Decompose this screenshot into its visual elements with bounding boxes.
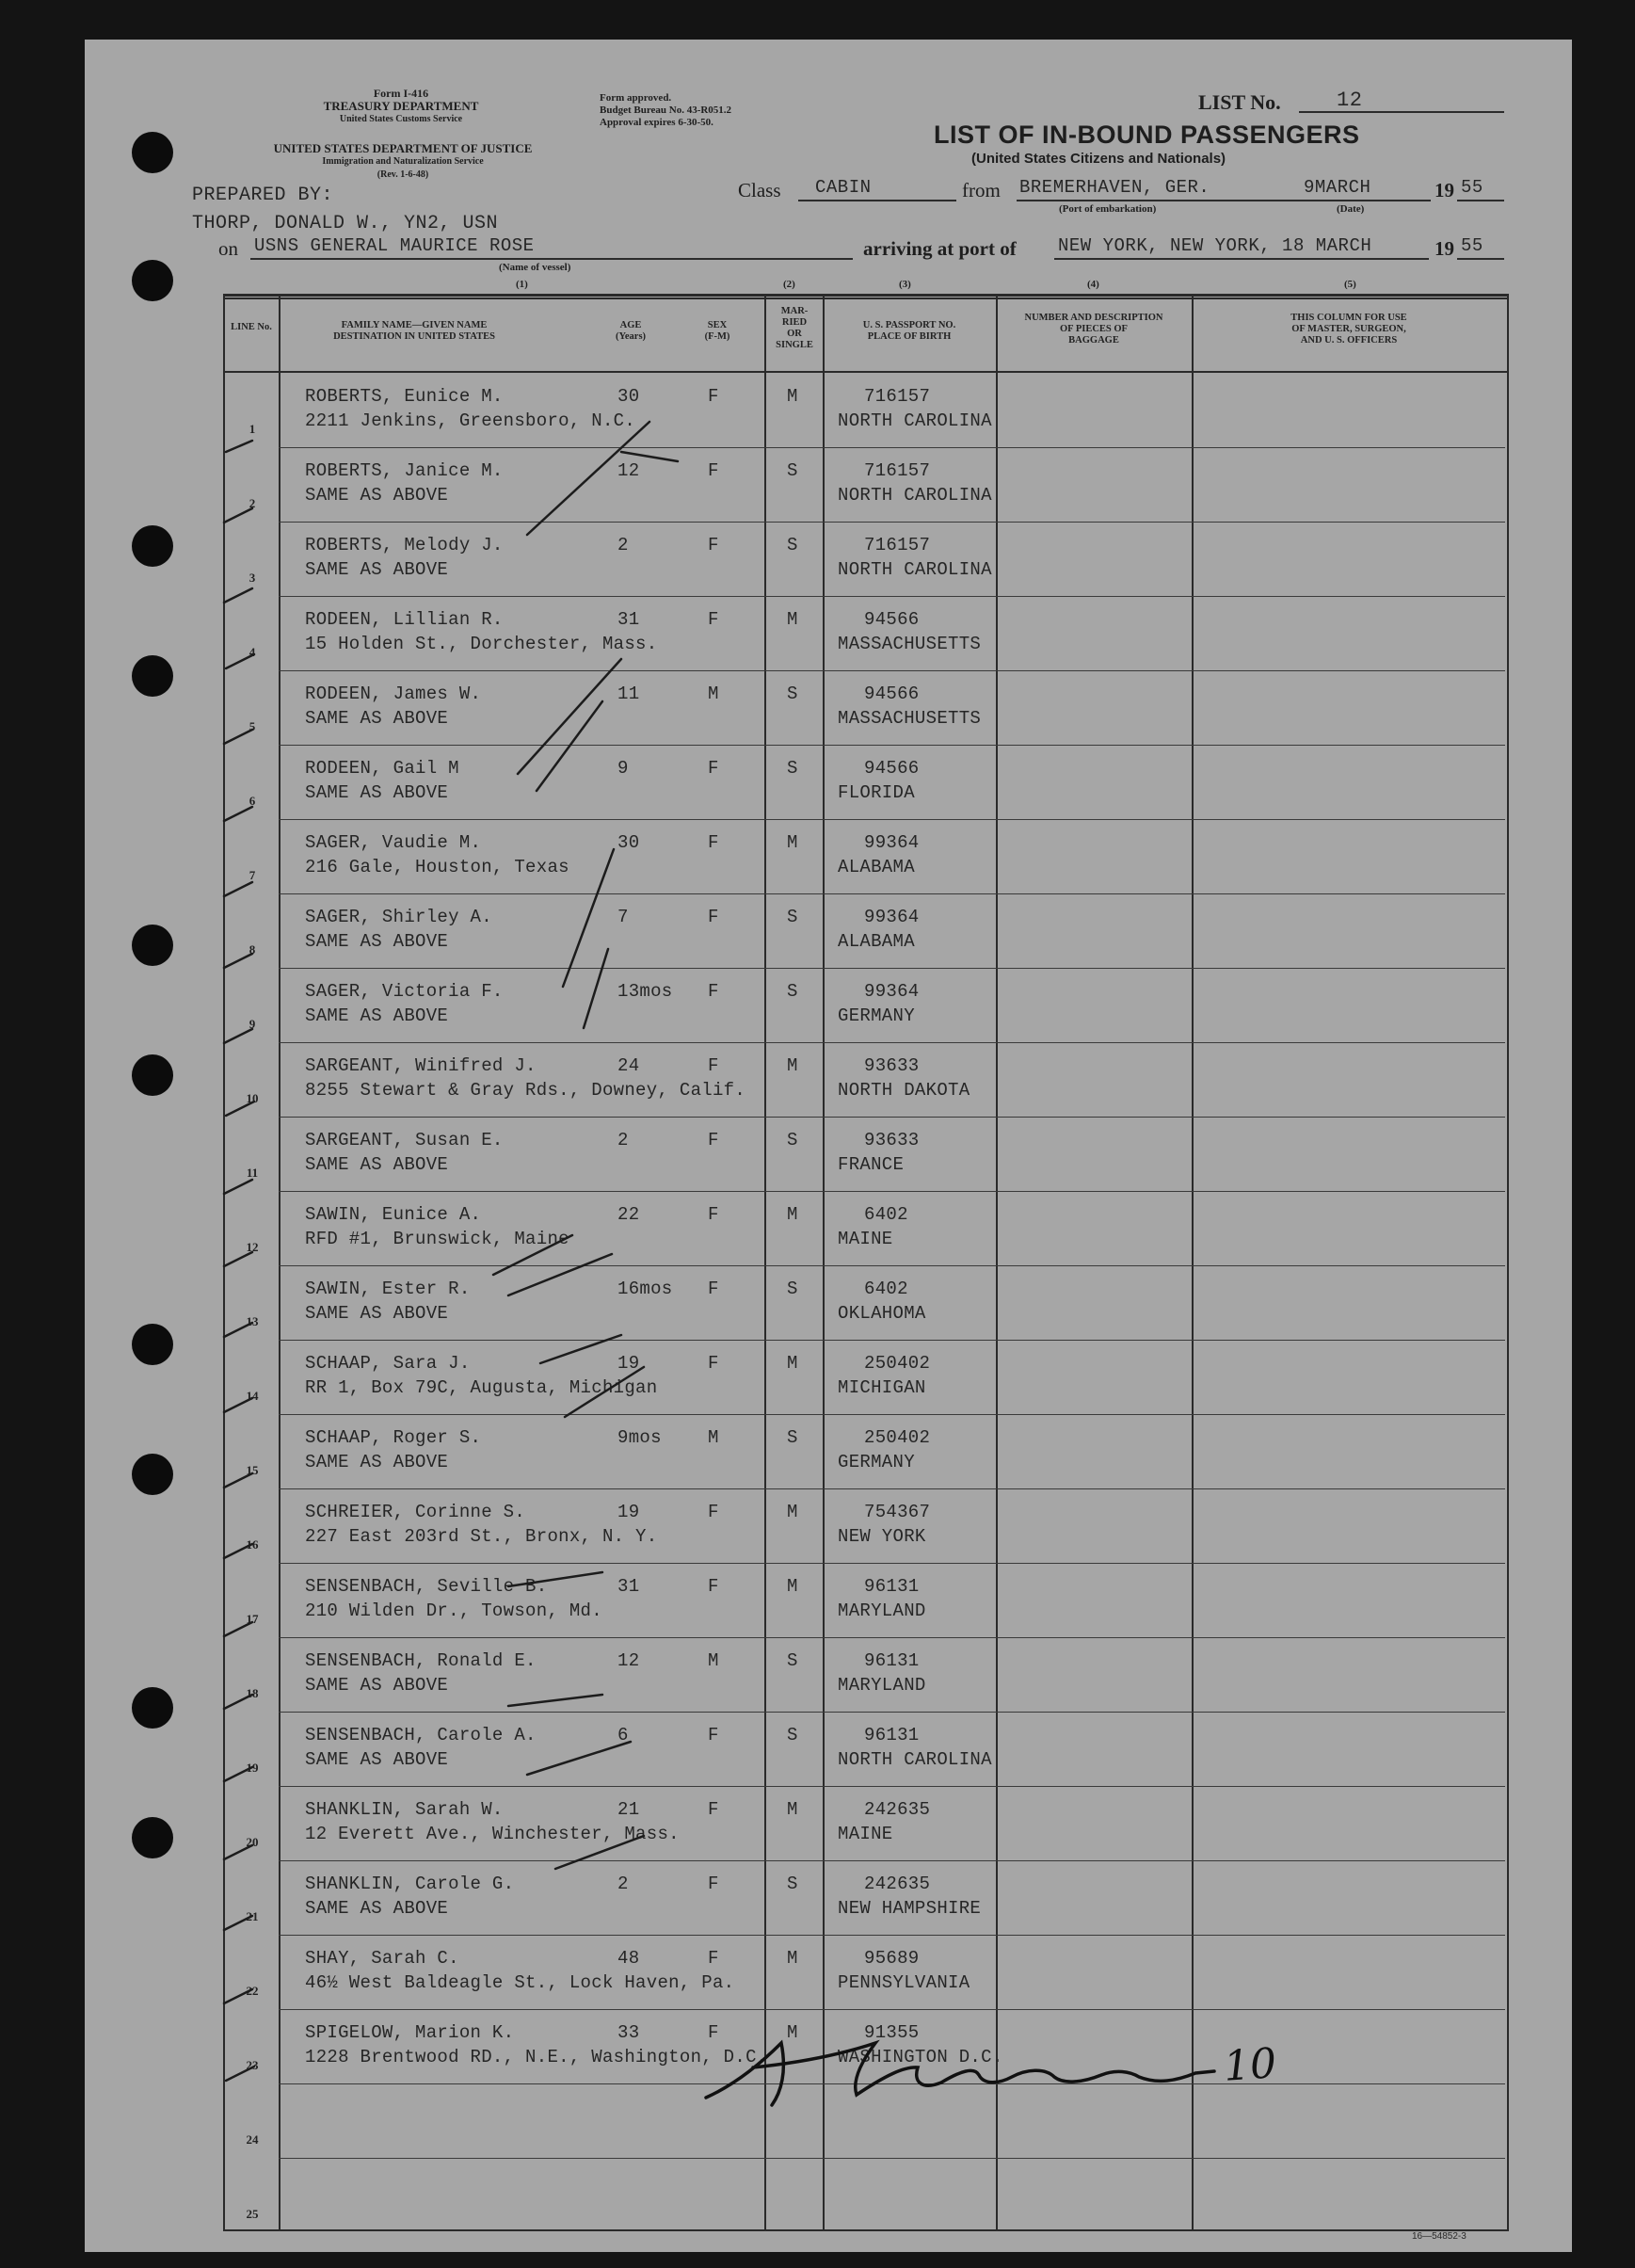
passenger-name: SAGER, Victoria F. bbox=[305, 981, 504, 1002]
checkmark-stroke bbox=[224, 1845, 252, 1859]
line-number: 25 bbox=[246, 2207, 259, 2221]
passenger-age: 11 bbox=[617, 684, 640, 704]
passenger-sex: M bbox=[708, 1427, 719, 1448]
checkmark-stroke bbox=[224, 954, 252, 968]
checkmark-stroke bbox=[226, 1102, 254, 1116]
line-number: 16 bbox=[246, 1537, 259, 1552]
passenger-marital-status: S bbox=[787, 1427, 798, 1448]
from-label: from bbox=[962, 179, 1001, 201]
passenger-marital-status: S bbox=[787, 684, 798, 704]
place-of-birth: MASSACHUSETTS bbox=[838, 634, 982, 654]
passenger-sex: F bbox=[708, 1279, 719, 1299]
passport-number: 6402 bbox=[864, 1279, 908, 1299]
place-of-birth: MARYLAND bbox=[838, 1600, 926, 1621]
on-label: on bbox=[218, 237, 238, 260]
form-number: Form I-416 bbox=[373, 87, 429, 100]
passenger-age: 22 bbox=[617, 1204, 640, 1225]
checkmark-stroke bbox=[224, 1767, 252, 1781]
line-number: 9 bbox=[248, 1017, 256, 1031]
passenger-marital-status: M bbox=[787, 2022, 798, 2043]
line-number: 6 bbox=[248, 794, 256, 808]
passenger-marital-status: S bbox=[787, 1650, 798, 1671]
form-approved: Form approved. bbox=[600, 92, 672, 104]
passenger-sex: F bbox=[708, 1799, 719, 1820]
checkmark-stroke bbox=[508, 1695, 602, 1706]
footer-code: 16—54852-3 bbox=[1412, 2231, 1467, 2242]
checkmark-stroke bbox=[224, 807, 252, 821]
passenger-sex: F bbox=[708, 2022, 719, 2043]
line-number: 10 bbox=[246, 1091, 259, 1105]
passenger-age: 24 bbox=[617, 1055, 640, 1076]
line-number: 15 bbox=[246, 1463, 259, 1477]
passenger-destination: 227 East 203rd St., Bronx, N. Y. bbox=[305, 1526, 658, 1547]
line-number: 1 bbox=[248, 422, 256, 436]
line-number: 3 bbox=[248, 571, 256, 585]
passenger-marital-status: S bbox=[787, 758, 798, 779]
passenger-sex: F bbox=[708, 832, 719, 853]
prepared-by-value: THORP, DONALD W., YN2, USN bbox=[192, 213, 499, 234]
passenger-age: 6 bbox=[617, 1725, 629, 1745]
passport-number: 6402 bbox=[864, 1204, 908, 1225]
checkmark-stroke bbox=[508, 1572, 602, 1586]
passenger-destination: SAME AS ABOVE bbox=[305, 559, 449, 580]
passenger-marital-status: M bbox=[787, 1204, 798, 1225]
passport-number: 250402 bbox=[864, 1427, 931, 1448]
place-of-birth: FLORIDA bbox=[838, 782, 915, 803]
passenger-marital-status: S bbox=[787, 460, 798, 481]
line-number: 24 bbox=[246, 2132, 259, 2147]
line-number: 13 bbox=[246, 1314, 259, 1328]
checkmark-stroke bbox=[224, 1695, 252, 1709]
passenger-age: 30 bbox=[617, 386, 640, 407]
passenger-sex: F bbox=[708, 460, 719, 481]
place-of-birth: NORTH CAROLINA bbox=[838, 1749, 992, 1770]
passenger-name: SHAY, Sarah C. bbox=[305, 1948, 459, 1969]
passenger-sex: F bbox=[708, 1576, 719, 1597]
col-head-passport: U. S. PASSPORT NO. PLACE OF BIRTH bbox=[862, 320, 956, 342]
passenger-sex: F bbox=[708, 1353, 719, 1374]
checkmark-stroke bbox=[224, 882, 252, 896]
col-head-married: MAR- RIED OR SINGLE bbox=[776, 306, 813, 350]
checkmark-stroke bbox=[493, 1235, 572, 1275]
passenger-sex: F bbox=[708, 758, 719, 779]
arriving-label: arriving at port of bbox=[863, 237, 1017, 260]
justice-line: UNITED STATES DEPARTMENT OF JUSTICE bbox=[273, 141, 533, 155]
passenger-age: 31 bbox=[617, 609, 640, 630]
passenger-destination: SAME AS ABOVE bbox=[305, 1452, 449, 1472]
passport-number: 99364 bbox=[864, 832, 920, 853]
passenger-marital-status: S bbox=[787, 1279, 798, 1299]
passenger-name: SAWIN, Eunice A. bbox=[305, 1204, 482, 1225]
passport-number: 93633 bbox=[864, 1055, 920, 1076]
passport-number: 754367 bbox=[864, 1502, 931, 1522]
passenger-age: 16mos bbox=[617, 1279, 673, 1299]
line-number: 2 bbox=[248, 496, 256, 510]
dep-year-prefix: 19 bbox=[1435, 179, 1454, 201]
place-of-birth: MICHIGAN bbox=[838, 1377, 926, 1398]
passenger-marital-status: M bbox=[787, 832, 798, 853]
place-of-birth: MARYLAND bbox=[838, 1675, 926, 1696]
checkmark-stroke bbox=[226, 2067, 254, 2081]
passenger-age: 2 bbox=[617, 1130, 629, 1150]
passport-number: 95689 bbox=[864, 1948, 920, 1969]
passenger-destination: SAME AS ABOVE bbox=[305, 782, 449, 803]
passenger-sex: F bbox=[708, 1204, 719, 1225]
place-of-birth: GERMANY bbox=[838, 1005, 915, 1026]
treasury-line: TREASURY DEPARTMENT bbox=[323, 99, 479, 113]
passenger-name: SAWIN, Ester R. bbox=[305, 1279, 471, 1299]
passenger-marital-status: S bbox=[787, 1874, 798, 1894]
passport-number: 99364 bbox=[864, 907, 920, 927]
checkmark-stroke bbox=[224, 1029, 252, 1043]
passenger-age: 19 bbox=[617, 1353, 640, 1374]
place-of-birth: NORTH CAROLINA bbox=[838, 410, 992, 431]
checkmark-stroke bbox=[224, 1473, 252, 1488]
passport-number: 96131 bbox=[864, 1576, 920, 1597]
line-number: 21 bbox=[246, 1909, 259, 1923]
passenger-name: SCHAAP, Roger S. bbox=[305, 1427, 482, 1448]
checkmark-stroke bbox=[224, 1916, 252, 1930]
passport-number: 716157 bbox=[864, 535, 931, 555]
rev-line: (Rev. 1-6-48) bbox=[377, 169, 429, 180]
passenger-destination: 1228 Brentwood RD., N.E., Washington, D.C. bbox=[305, 2047, 768, 2067]
passenger-sex: F bbox=[708, 1874, 719, 1894]
passenger-name: SPIGELOW, Marion K. bbox=[305, 2022, 515, 2043]
passenger-age: 30 bbox=[617, 832, 640, 853]
passenger-sex: F bbox=[708, 1725, 719, 1745]
place-of-birth: FRANCE bbox=[838, 1154, 905, 1175]
checkmark-stroke bbox=[224, 588, 252, 603]
passenger-marital-status: M bbox=[787, 386, 798, 407]
passenger-marital-status: M bbox=[787, 1799, 798, 1820]
passenger-destination: SAME AS ABOVE bbox=[305, 1303, 449, 1324]
arr-year-prefix: 19 bbox=[1435, 237, 1454, 260]
date-value: 9MARCH bbox=[1304, 177, 1371, 198]
passenger-marital-status: M bbox=[787, 609, 798, 630]
line-number: 8 bbox=[248, 942, 256, 957]
checkmark-stroke bbox=[226, 654, 254, 668]
place-of-birth: ALABAMA bbox=[838, 857, 915, 877]
passenger-destination: 8255 Stewart & Gray Rds., Downey, Calif. bbox=[305, 1080, 746, 1101]
place-of-birth: NORTH DAKOTA bbox=[838, 1080, 970, 1101]
passenger-age: 9mos bbox=[617, 1427, 662, 1448]
passenger-sex: F bbox=[708, 535, 719, 555]
arr-year: 55 bbox=[1461, 235, 1483, 256]
line-number: 19 bbox=[246, 1761, 259, 1775]
passenger-name: SCHREIER, Corinne S. bbox=[305, 1502, 526, 1522]
place-of-birth: NORTH CAROLINA bbox=[838, 559, 992, 580]
passenger-destination: 15 Holden St., Dorchester, Mass. bbox=[305, 634, 658, 654]
passenger-name: ROBERTS, Eunice M. bbox=[305, 386, 504, 407]
passenger-name: SCHAAP, Sara J. bbox=[305, 1353, 471, 1374]
place-of-birth: NEW HAMPSHIRE bbox=[838, 1898, 982, 1919]
passport-number: 94566 bbox=[864, 609, 920, 630]
passenger-marital-status: S bbox=[787, 1725, 798, 1745]
passport-number: 91355 bbox=[864, 2022, 920, 2043]
col-num-2: (2) bbox=[783, 279, 795, 290]
passenger-destination: SAME AS ABOVE bbox=[305, 485, 449, 506]
passenger-name: RODEEN, Lillian R. bbox=[305, 609, 504, 630]
passenger-sex: F bbox=[708, 1055, 719, 1076]
place-of-birth: MAINE bbox=[838, 1824, 893, 1844]
passport-number: 242635 bbox=[864, 1874, 931, 1894]
col-head-name: FAMILY NAME—GIVEN NAME DESTINATION IN UNITED STATES bbox=[333, 320, 495, 342]
date-caption: (Date) bbox=[1337, 203, 1365, 215]
passport-number: 250402 bbox=[864, 1353, 931, 1374]
approval-expires: Approval expires 6-30-50. bbox=[600, 117, 713, 128]
line-number: 5 bbox=[248, 719, 256, 733]
line-number: 17 bbox=[246, 1612, 259, 1626]
passenger-marital-status: M bbox=[787, 1055, 798, 1076]
passenger-name: RODEEN, Gail M bbox=[305, 758, 459, 779]
passenger-name: SENSENBACH, Seville B. bbox=[305, 1576, 548, 1597]
passenger-name: SAGER, Shirley A. bbox=[305, 907, 492, 927]
passenger-age: 9 bbox=[617, 758, 629, 779]
passenger-sex: F bbox=[708, 907, 719, 927]
passenger-name: SAGER, Vaudie M. bbox=[305, 832, 482, 853]
passport-number: 94566 bbox=[864, 684, 920, 704]
passenger-marital-status: S bbox=[787, 1130, 798, 1150]
col-head-sex: SEX (F-M) bbox=[704, 320, 730, 342]
passenger-destination: RFD #1, Brunswick, Maine bbox=[305, 1229, 569, 1249]
passenger-name: SENSENBACH, Ronald E. bbox=[305, 1650, 537, 1671]
passport-number: 716157 bbox=[864, 460, 931, 481]
line-number: 20 bbox=[246, 1835, 259, 1849]
place-of-birth: NORTH CAROLINA bbox=[838, 485, 992, 506]
page-subtitle: (United States Citizens and Nationals) bbox=[971, 151, 1226, 167]
list-no-label: LIST No. bbox=[1198, 90, 1281, 114]
passenger-age: 21 bbox=[617, 1799, 640, 1820]
passenger-destination: RR 1, Box 79C, Augusta, Michigan bbox=[305, 1377, 658, 1398]
passenger-age: 12 bbox=[617, 460, 640, 481]
passport-number: 96131 bbox=[864, 1725, 920, 1745]
col-head-age: AGE (Years) bbox=[615, 320, 647, 342]
col-head-line: LINE No. bbox=[231, 322, 272, 332]
checkmark-stroke bbox=[224, 1180, 252, 1194]
port-caption: (Port of embarkation) bbox=[1059, 203, 1157, 215]
col-num-5: (5) bbox=[1344, 279, 1356, 290]
passenger-marital-status: S bbox=[787, 981, 798, 1002]
class-label: Class bbox=[738, 179, 781, 201]
checkmark-stroke bbox=[621, 452, 678, 461]
passenger-destination: SAME AS ABOVE bbox=[305, 1898, 449, 1919]
checkmark-stroke bbox=[224, 1544, 252, 1558]
checkmark-stroke bbox=[224, 508, 252, 523]
vessel-caption: (Name of vessel) bbox=[499, 262, 571, 273]
passenger-age: 19 bbox=[617, 1502, 640, 1522]
passenger-destination: SAME AS ABOVE bbox=[305, 1154, 449, 1175]
checkmark-stroke bbox=[224, 1398, 252, 1412]
place-of-birth: NEW YORK bbox=[838, 1526, 926, 1547]
passenger-marital-status: S bbox=[787, 535, 798, 555]
passenger-marital-status: M bbox=[787, 1353, 798, 1374]
passenger-destination: 12 Everett Ave., Winchester, Mass. bbox=[305, 1824, 680, 1844]
arrival-port: NEW YORK, NEW YORK, 18 MARCH bbox=[1058, 235, 1372, 256]
from-value: BREMERHAVEN, GER. bbox=[1019, 177, 1210, 198]
passenger-name: SARGEANT, Winifred J. bbox=[305, 1055, 537, 1076]
passport-number: 716157 bbox=[864, 386, 931, 407]
handwritten-annotation: 10 bbox=[1222, 2039, 1278, 2091]
passenger-sex: M bbox=[708, 684, 719, 704]
passenger-age: 7 bbox=[617, 907, 629, 927]
passenger-destination: 2211 Jenkins, Greensboro, N.C. bbox=[305, 410, 636, 431]
passenger-marital-status: M bbox=[787, 1502, 798, 1522]
col-num-1: (1) bbox=[516, 279, 528, 290]
place-of-birth: MAINE bbox=[838, 1229, 893, 1249]
checkmark-stroke bbox=[527, 1742, 631, 1775]
passenger-name: SARGEANT, Susan E. bbox=[305, 1130, 504, 1150]
passport-number: 94566 bbox=[864, 758, 920, 779]
checkmark-stroke bbox=[224, 1323, 252, 1337]
checkmark-stroke bbox=[224, 1252, 252, 1266]
passenger-sex: F bbox=[708, 1948, 719, 1969]
line-number: 14 bbox=[246, 1389, 259, 1403]
passenger-name: ROBERTS, Melody J. bbox=[305, 535, 504, 555]
passenger-sex: M bbox=[708, 1650, 719, 1671]
passenger-marital-status: M bbox=[787, 1576, 798, 1597]
passenger-age: 2 bbox=[617, 1874, 629, 1894]
passenger-name: ROBERTS, Janice M. bbox=[305, 460, 504, 481]
passenger-sex: F bbox=[708, 1502, 719, 1522]
passenger-age: 33 bbox=[617, 2022, 640, 2043]
page-title: LIST OF IN-BOUND PASSENGERS bbox=[934, 121, 1360, 149]
passenger-age: 12 bbox=[617, 1650, 640, 1671]
passenger-name: SHANKLIN, Sarah W. bbox=[305, 1799, 504, 1820]
col-head-baggage: NUMBER AND DESCRIPTION OF PIECES OF BAGGAGE bbox=[1024, 313, 1163, 346]
passenger-sex: F bbox=[708, 1130, 719, 1150]
checkmark-stroke bbox=[226, 441, 252, 452]
passport-number: 93633 bbox=[864, 1130, 920, 1150]
col-num-4: (4) bbox=[1087, 279, 1099, 290]
checkmark-stroke bbox=[540, 1335, 621, 1363]
checkmark-stroke bbox=[563, 849, 614, 987]
checkmark-stroke bbox=[527, 422, 649, 535]
passenger-destination: 46½ West Baldeagle St., Lock Haven, Pa. bbox=[305, 1972, 735, 1993]
passenger-name: SHANKLIN, Carole G. bbox=[305, 1874, 515, 1894]
passenger-marital-status: S bbox=[787, 907, 798, 927]
list-no-value: 12 bbox=[1337, 88, 1363, 112]
passenger-sex: F bbox=[708, 386, 719, 407]
passenger-destination: SAME AS ABOVE bbox=[305, 708, 449, 729]
passenger-name: RODEEN, James W. bbox=[305, 684, 482, 704]
line-number: 23 bbox=[246, 2058, 259, 2072]
officer-signature bbox=[706, 2043, 1214, 2105]
passport-number: 96131 bbox=[864, 1650, 920, 1671]
line-number: 4 bbox=[248, 645, 256, 659]
checkmark-stroke bbox=[565, 1367, 644, 1417]
place-of-birth: MASSACHUSETTS bbox=[838, 708, 982, 729]
budget-bureau: Budget Bureau No. 43-R051.2 bbox=[600, 105, 732, 116]
col-head-officers: THIS COLUMN FOR USE OF MASTER, SURGEON, AND U. S. OFFICERS bbox=[1290, 313, 1407, 346]
passenger-destination: SAME AS ABOVE bbox=[305, 1005, 449, 1026]
passenger-destination: SAME AS ABOVE bbox=[305, 1749, 449, 1770]
passenger-age: 31 bbox=[617, 1576, 640, 1597]
checkmark-stroke bbox=[224, 1989, 252, 2003]
ins-line: Immigration and Naturalization Service bbox=[322, 156, 484, 167]
passenger-sex: F bbox=[708, 609, 719, 630]
passenger-destination: SAME AS ABOVE bbox=[305, 1675, 449, 1696]
passport-number: 242635 bbox=[864, 1799, 931, 1820]
class-value: CABIN bbox=[815, 177, 872, 198]
line-number: 22 bbox=[246, 1984, 259, 1998]
line-number: 11 bbox=[246, 1166, 259, 1180]
passport-number: 99364 bbox=[864, 981, 920, 1002]
customs-line: United States Customs Service bbox=[339, 114, 463, 124]
place-of-birth: WASHINGTON D.C. bbox=[838, 2047, 1003, 2067]
line-number: 7 bbox=[248, 868, 256, 882]
place-of-birth: PENNSYLVANIA bbox=[838, 1972, 970, 1993]
passenger-age: 13mos bbox=[617, 981, 673, 1002]
line-number: 18 bbox=[246, 1686, 259, 1700]
dep-year: 55 bbox=[1461, 177, 1483, 198]
passenger-destination: SAME AS ABOVE bbox=[305, 931, 449, 952]
place-of-birth: OKLAHOMA bbox=[838, 1303, 926, 1324]
checkmark-stroke bbox=[584, 949, 608, 1028]
passenger-sex: F bbox=[708, 981, 719, 1002]
col-num-3: (3) bbox=[899, 279, 911, 290]
place-of-birth: GERMANY bbox=[838, 1452, 915, 1472]
passenger-destination: 216 Gale, Houston, Texas bbox=[305, 857, 569, 877]
checkmark-stroke bbox=[224, 1622, 252, 1636]
passenger-age: 48 bbox=[617, 1948, 640, 1969]
passenger-name: SENSENBACH, Carole A. bbox=[305, 1725, 537, 1745]
prepared-by-label: PREPARED BY: bbox=[192, 185, 334, 206]
vessel-name: USNS GENERAL MAURICE ROSE bbox=[254, 235, 535, 256]
checkmark-stroke bbox=[224, 730, 252, 744]
passenger-destination: 210 Wilden Dr., Towson, Md. bbox=[305, 1600, 602, 1621]
passenger-age: 2 bbox=[617, 535, 629, 555]
checkmark-stroke bbox=[518, 659, 621, 774]
place-of-birth: ALABAMA bbox=[838, 931, 915, 952]
line-number: 12 bbox=[246, 1240, 259, 1254]
checkmark-stroke bbox=[555, 1836, 644, 1869]
passenger-marital-status: M bbox=[787, 1948, 798, 1969]
